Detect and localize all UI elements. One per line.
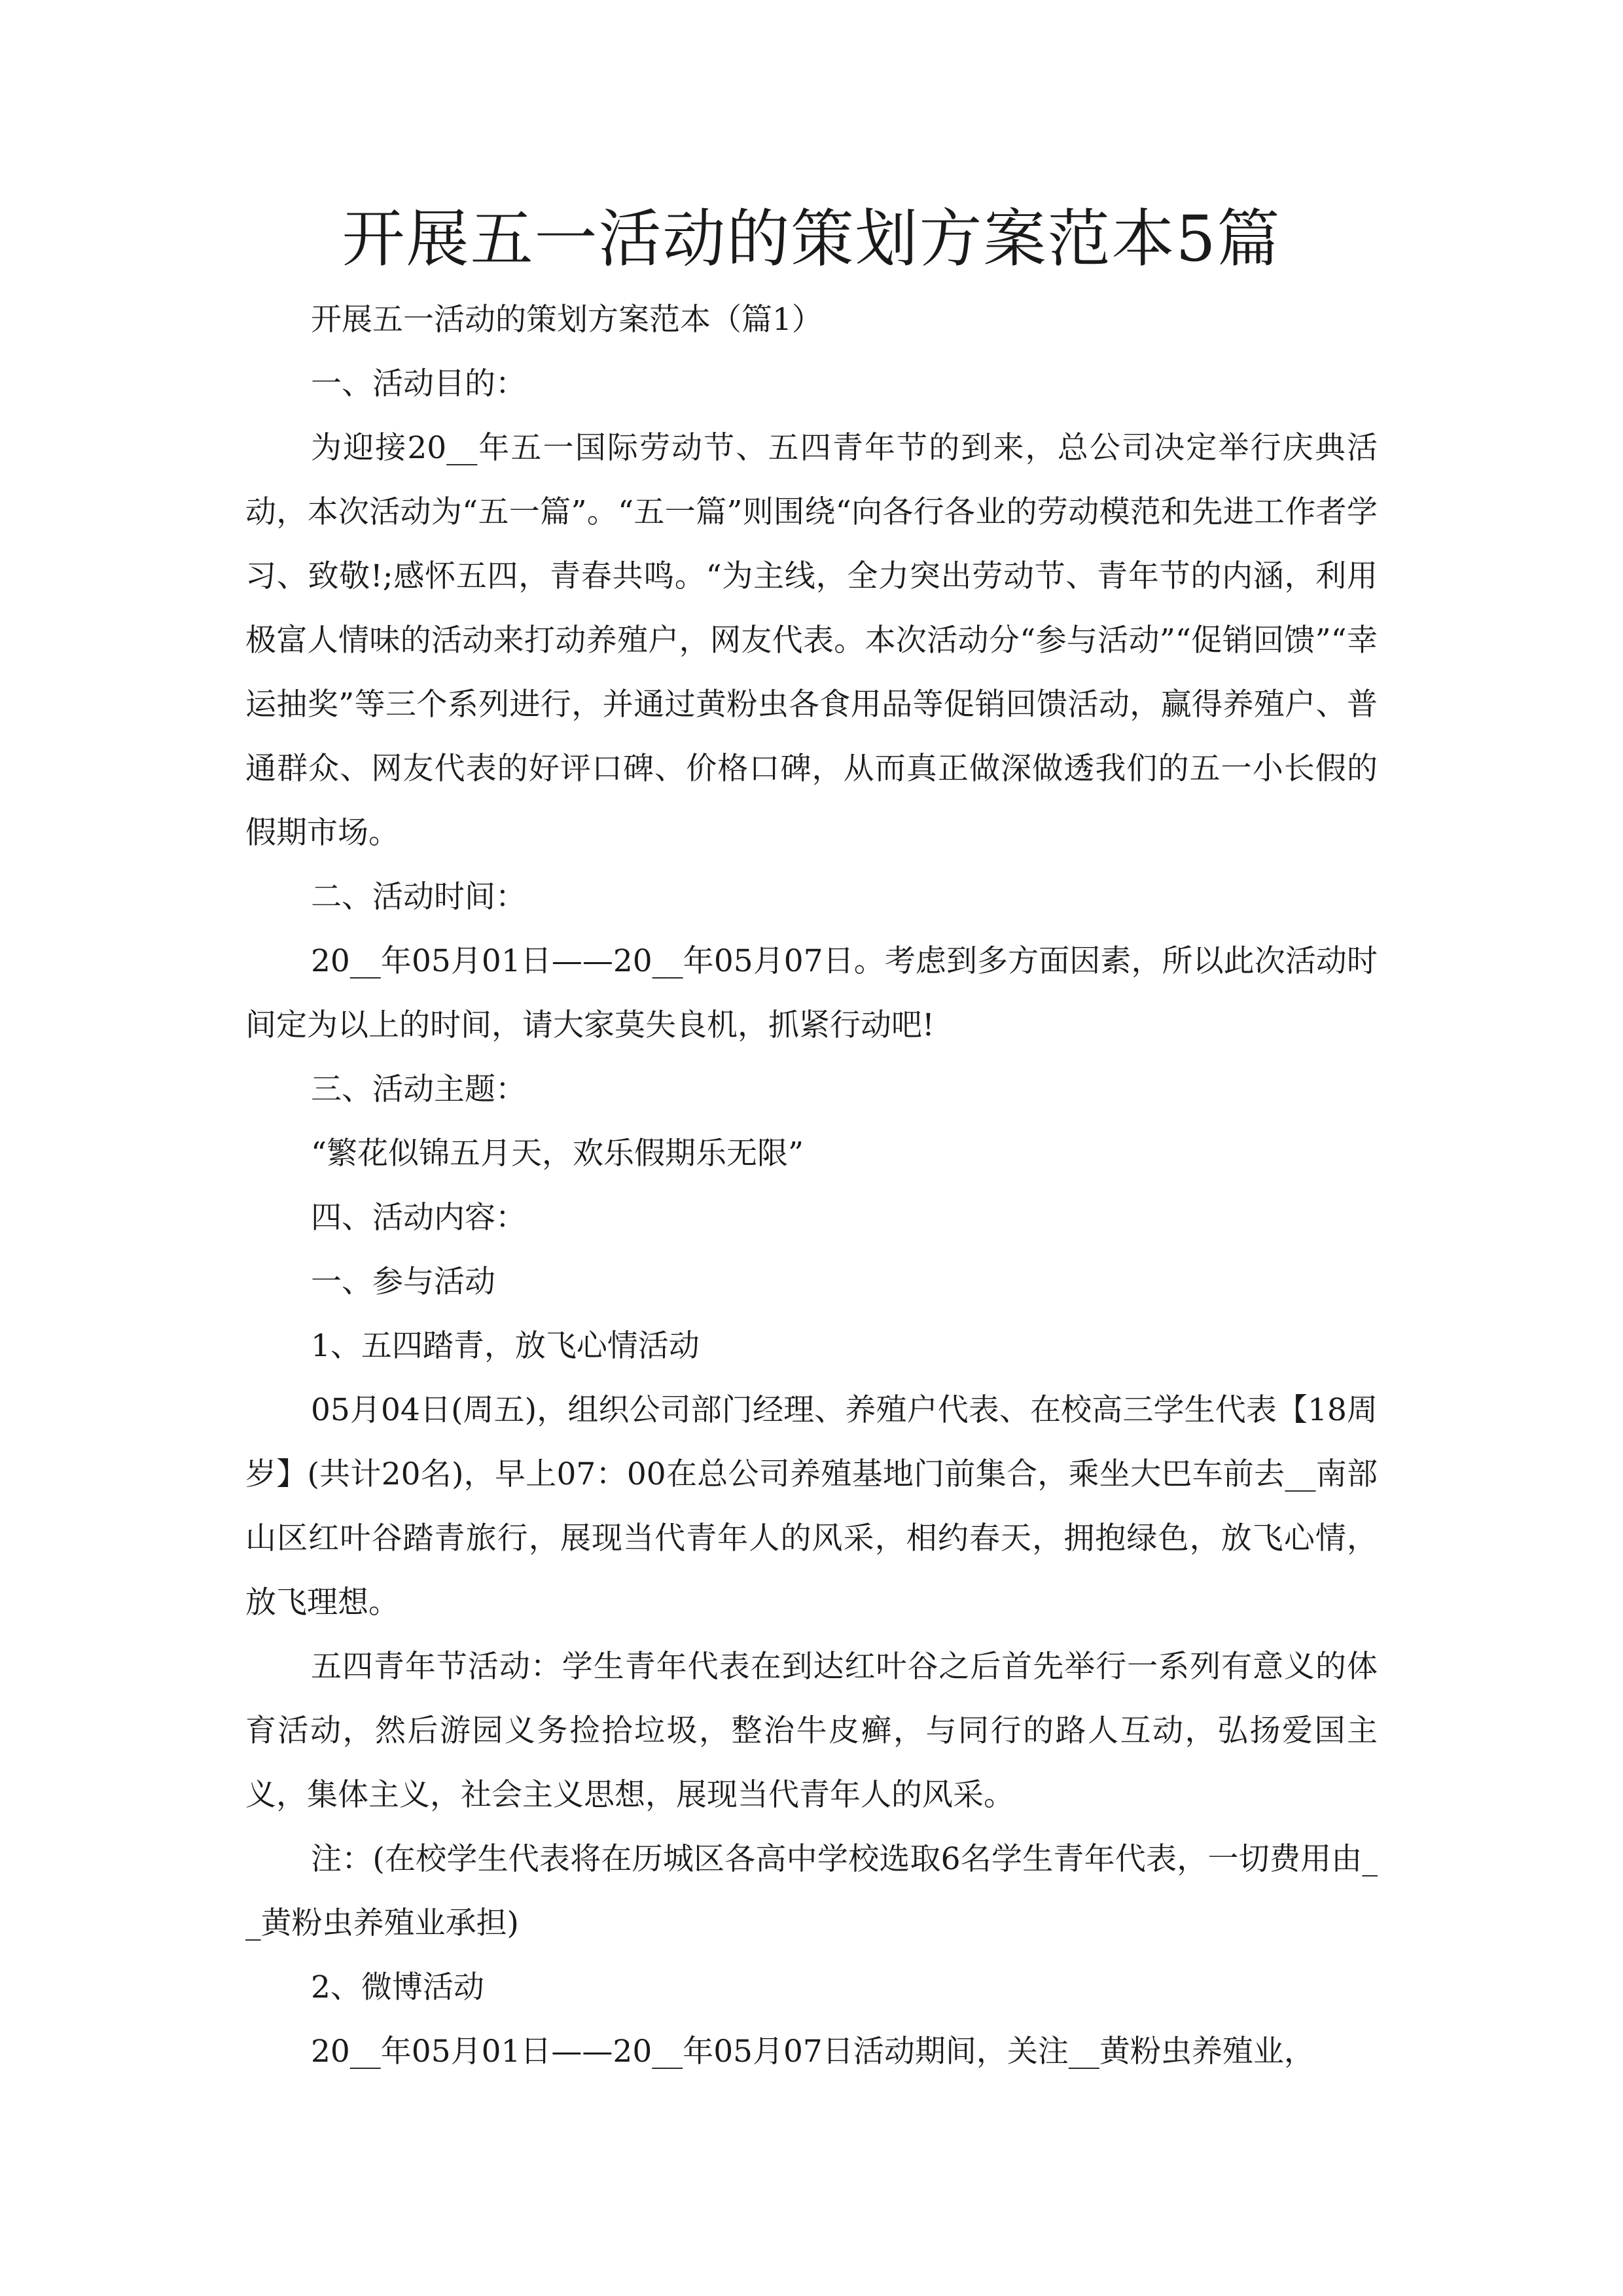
paragraph-theme: “繁花似锦五月天，欢乐假期乐无限” <box>311 1136 804 1172</box>
paragraph-outing: 05月04日(周五)，组织公司部门经理、养殖户代表、在校高三学生代表【18周岁】(共计20名)，早上07：00在总公司养殖基地门前集合，乘坐大巴车前去__南部山区红叶谷踏青旅行，展现当代青年人的风采，相约春天，拥抱绿色，放飞心情，放飞理想。 <box>245 1392 1378 1621</box>
document-body <box>245 288 1378 2084</box>
section-subtitle: 开展五一活动的策划方案范本（篇1） <box>311 302 823 338</box>
heading-content: 四、活动内容： <box>311 1200 526 1236</box>
item-outing: 1、五四踏青，放飞心情活动 <box>311 1328 700 1364</box>
heading-theme: 三、活动主题： <box>311 1071 526 1107</box>
paragraph-youth-day: 五四青年节活动：学生青年代表在到达红叶谷之后首先举行一系列有意义的体育活动，然后游园义务捡拾垃圾，整治牛皮癣，与同行的路人互动，弘扬爱国主义，集体主义，社会主义思想，展现当代青年人的风采。 <box>245 1649 1378 1813</box>
heading-time: 二、活动时间： <box>311 879 526 915</box>
subheading-participation: 一、参与活动 <box>311 1264 495 1300</box>
document-title: 开展五一活动的策划方案范本5篇 <box>342 202 1281 276</box>
paragraph-time: 20__年05月01日——20__年05月07日。考虑到多方面因素，所以此次活动时间定为以上的时间，请大家莫失良机，抓紧行动吧! <box>245 943 1378 1043</box>
paragraph-weibo: 20__年05月01日——20__年05月07日活动期间，关注__黄粉虫养殖业， <box>311 2034 1315 2070</box>
item-weibo: 2、微博活动 <box>311 1969 484 2005</box>
paragraph-purpose: 为迎接20__年五一国际劳动节、五四青年节的到来，总公司决定举行庆典活动，本次活动为“五一篇”。“五一篇”则围绕“向各行各业的劳动模范和先进工作者学习、致敬!;感怀五四，青春共鸣。“为主线，全力突出劳动节、青年节的内涵，利用极富人情味的活动来打动养殖户，网友代表。本次活动分“参与活动”“促销回馈”“幸运抽奖”等三个系列进行，并通过黄粉虫各食用品等促销回馈活动，赢得养殖户、普通群众、网友代表的好评口碑、价格口碑，从而真正做深做透我们的五一小长假的假期市场。 <box>245 430 1378 851</box>
heading-purpose: 一、活动目的： <box>311 366 526 402</box>
paragraph-note: 注：(在校学生代表将在历城区各高中学校选取6名学生青年代表，一切费用由__黄粉虫养殖业承担) <box>245 1841 1378 1941</box>
